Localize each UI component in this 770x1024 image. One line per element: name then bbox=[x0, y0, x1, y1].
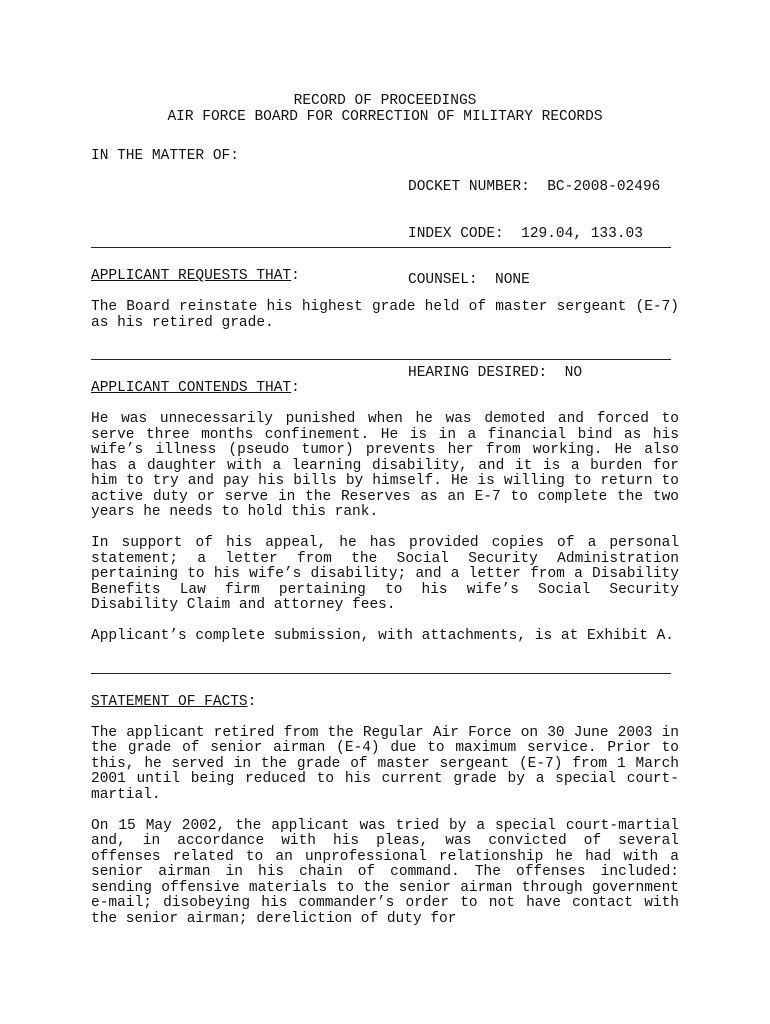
document-page bbox=[91, 94, 679, 927]
index-code: INDEX CODE: 129.04, 133.03 bbox=[408, 225, 643, 242]
section-divider bbox=[91, 673, 671, 674]
header-subtitle: AIR FORCE BOARD FOR CORRECTION OF MILITARY RECORDS bbox=[167, 108, 603, 125]
counsel: COUNSEL: NONE bbox=[408, 272, 530, 288]
contends-heading: APPLICANT CONTENDS THAT: bbox=[91, 380, 300, 396]
docket-info bbox=[408, 149, 660, 413]
facts-paragraph-1: The applicant retired from the Regular Air Force on 30 June 2003 in the grade of senior airman (E-4) due to maximum service. Prior to this, he served in the grade of master sergeant (E-7) from 1 March 2001 until being reduced to his current grade by a special court-martial. bbox=[91, 724, 679, 803]
header-title: RECORD OF PROCEEDINGS bbox=[293, 93, 477, 109]
contends-paragraph-3: Applicant’s complete submission, with attachments, is at Exhibit A. bbox=[91, 628, 674, 644]
contends-paragraph-2: In support of his appeal, he has provided copies of a personal statement; a letter from the Social Security Administration pertaining to his wife’s disability; and a letter from a Disability Benefits Law firm pertaining to his wife’s Social Security Disability Claim and attorney fees. bbox=[91, 535, 679, 613]
contends-paragraph-1: He was unnecessarily punished when he was demoted and forced to serve three months confinement. He is in a financial bind as his wife’s illness (pseudo tumor) prevents her from working. He also has a daughter with a learning disability, and it is a burden for him to try and pay his bills by himself. He is willing to return to active duty or serve in the Reserves as an E-7 to complete the two years he needs to hold this rank. bbox=[91, 411, 679, 520]
facts-paragraph-2: On 15 May 2002, the applicant was tried by a special court-martial and, in accordance with his pleas, was convicted of several offenses related to an unprofessional relationship he had with a senior airman in his chain of command. The offenses included: sending offensive materials to the senior airman through government e-mail; disobeying his commander’s order to not have contact with the senior airman; dereliction of duty for bbox=[91, 817, 679, 927]
requests-paragraph: The Board reinstate his highest grade held of master sergeant (E-7) as his retired grade. bbox=[91, 299, 679, 331]
docket-number: DOCKET NUMBER: BC-2008-02496 bbox=[408, 179, 661, 195]
requests-heading: APPLICANT REQUESTS THAT: bbox=[91, 268, 300, 284]
hearing-desired: HEARING DESIRED: NO bbox=[408, 365, 583, 381]
matter-label: IN THE MATTER OF: bbox=[91, 148, 239, 164]
facts-heading: STATEMENT OF FACTS: bbox=[91, 693, 257, 710]
